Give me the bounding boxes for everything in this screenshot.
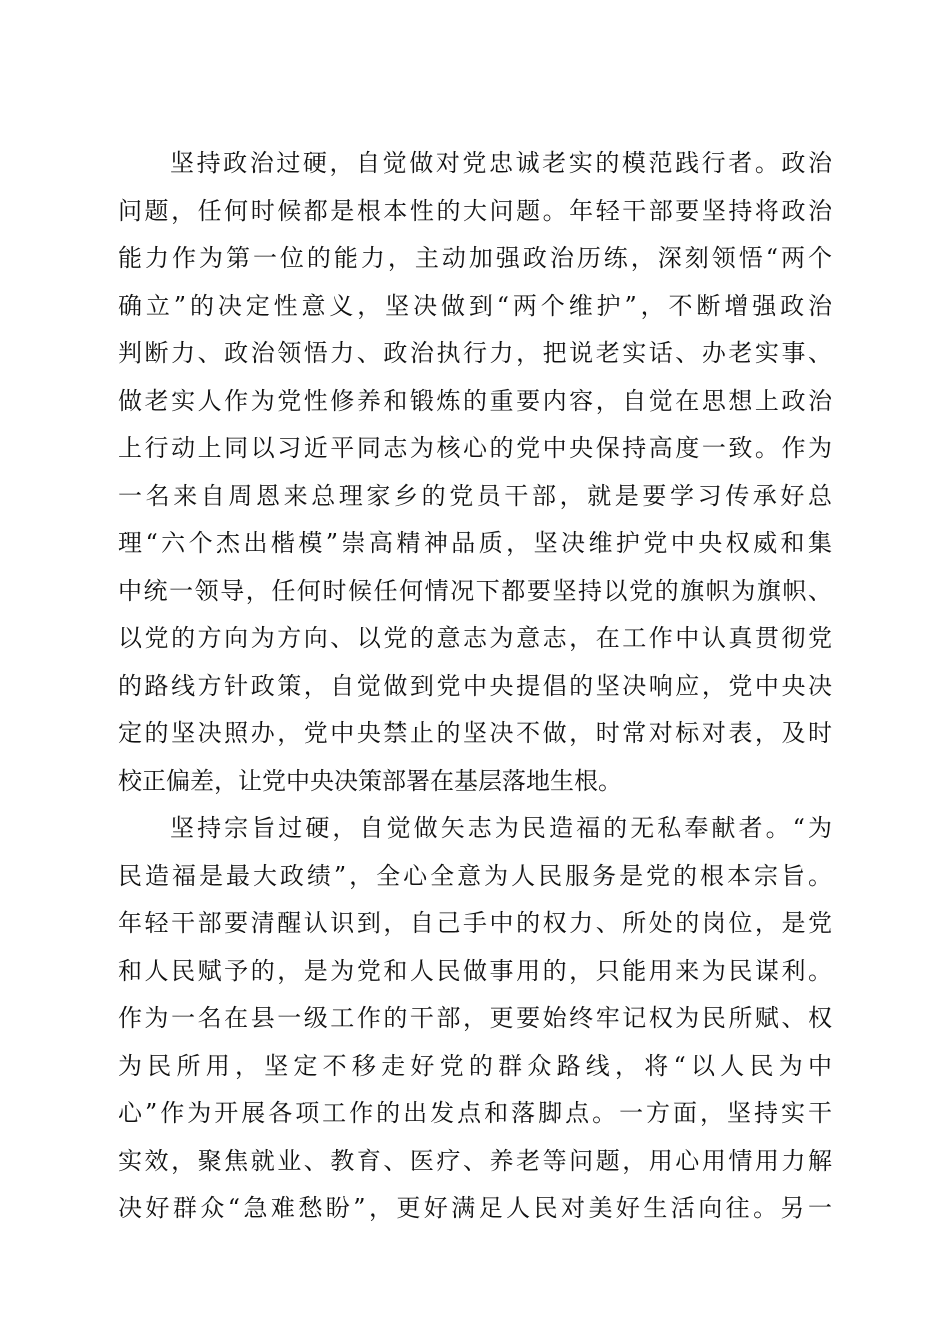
paragraph-political <box>118 140 832 805</box>
text-line: 中统一领导，任何时候任何情况下都要坚持以党的旗帜为旗帜、 <box>118 576 832 605</box>
text-line: 上行动上同以习近平同志为核心的党中央保持高度一致。作为 <box>118 434 832 462</box>
text-line: 为民所用，坚定不移走好党的群众路线，将“以人民为中 <box>118 1051 832 1080</box>
text-line: 心”作为开展各项工作的出发点和落脚点。一方面，坚持实干 <box>118 1099 832 1127</box>
text-line: 能力作为第一位的能力，主动加强政治历练，深刻领悟“两个 <box>118 244 832 272</box>
text-line: 坚持政治过硬，自觉做对党忠诚老实的模范践行者。政治 <box>170 149 832 177</box>
text-line: 决好群众“急难愁盼”，更好满足人民对美好生活向往。另一 <box>118 1194 832 1222</box>
text-line: 校正偏差，让党中央决策部署在基层落地生根。 <box>118 766 622 795</box>
text-line: 的路线方针政策，自觉做到党中央提倡的坚决响应，党中央决 <box>118 671 832 700</box>
paragraph-purpose <box>118 805 832 1233</box>
text-line: 问题，任何时候都是根本性的大问题。年轻干部要坚持将政治 <box>118 196 832 225</box>
text-line: 作为一名在县一级工作的干部，更要始终牢记权为民所赋、权 <box>118 1004 832 1032</box>
text-line: 确立”的决定性意义，坚决做到“两个维护”，不断增强政治 <box>118 291 832 320</box>
text-line: 判断力、政治领悟力、政治执行力，把说老实话、办老实事、 <box>118 339 832 367</box>
text-line: 坚持宗旨过硬，自觉做矢志为民造福的无私奉献者。“为 <box>170 814 832 842</box>
text-line: 实效，聚焦就业、教育、医疗、养老等问题，用心用情用力解 <box>118 1146 832 1175</box>
text-line: 以党的方向为方向、以党的意志为意志，在工作中认真贯彻党 <box>118 624 832 652</box>
text-line: 理“六个杰出楷模”崇高精神品质，坚决维护党中央权威和集 <box>118 529 832 557</box>
text-line: 一名来自周恩来总理家乡的党员干部，就是要学习传承好总 <box>118 481 832 510</box>
body-text <box>118 140 832 1233</box>
text-line: 做老实人作为党性修养和锻炼的重要内容，自觉在思想上政治 <box>118 386 832 415</box>
text-line: 定的坚决照办，党中央禁止的坚决不做，时常对标对表，及时 <box>118 719 832 747</box>
text-line: 年轻干部要清醒认识到，自己手中的权力、所处的岗位，是党 <box>118 909 832 937</box>
text-line: 和人民赋予的，是为党和人民做事用的，只能用来为民谋利。 <box>118 956 832 985</box>
text-line: 民造福是最大政绩”，全心全意为人民服务是党的根本宗旨。 <box>118 861 832 890</box>
